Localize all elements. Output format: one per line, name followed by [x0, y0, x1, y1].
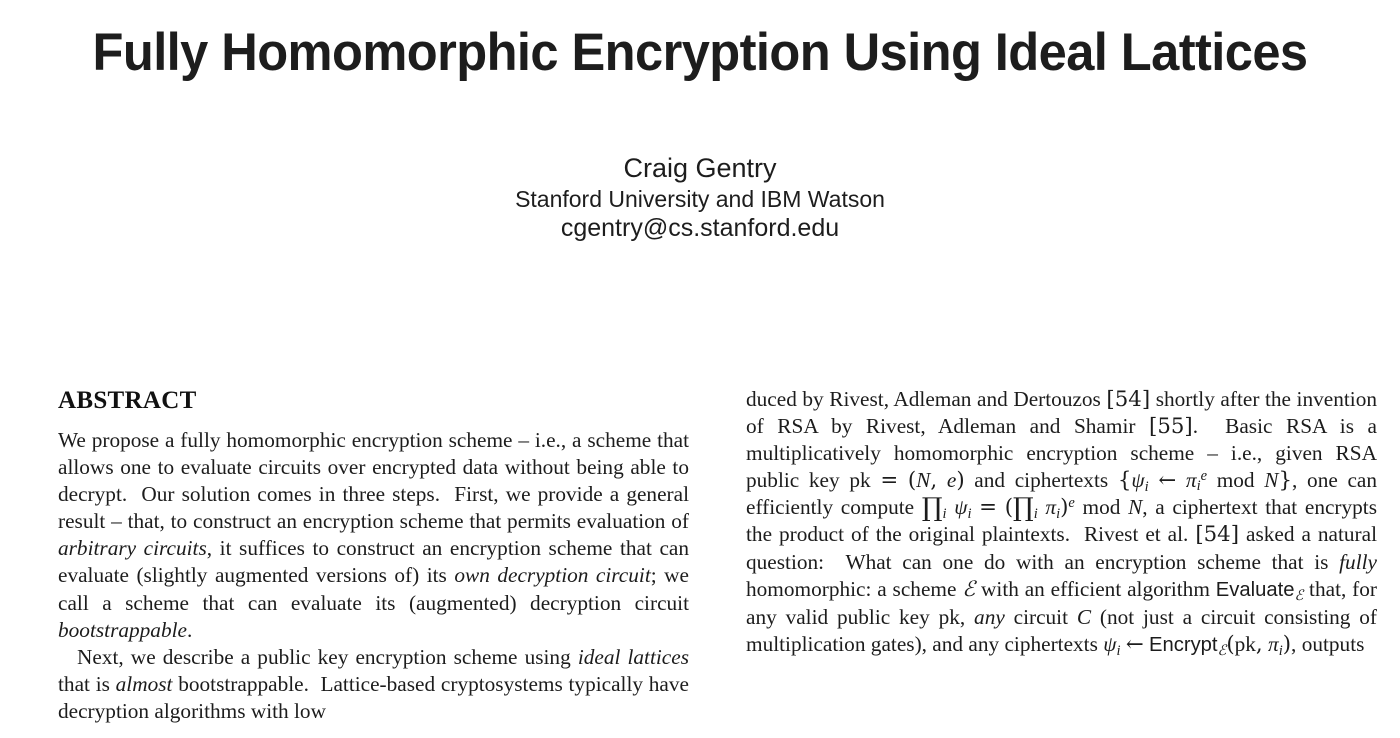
author-affiliation: Stanford University and IBM Watson — [515, 186, 885, 212]
em-own-decryption-circuit: own decryption circuit — [454, 563, 651, 588]
body-columns — [0, 386, 1400, 738]
em-arbitrary-circuits: arbitrary circuits — [58, 536, 207, 561]
page-title: Fully Homomorphic Encryption Using Ideal Lattices — [92, 23, 1308, 82]
title-block — [0, 22, 1400, 84]
em-ideal-lattices: ideal lattices — [577, 644, 689, 669]
em-any: any — [974, 604, 1005, 629]
algorithm-evaluate: Evaluate — [1215, 578, 1295, 601]
abstract-p2-text: Next, we describe a public key encryption scheme using ideal lattices that is almost bootstrappable. Lattice-based cryptosystems typically have decryption algorithms with low — [58, 644, 689, 723]
abstract-heading: ABSTRACT — [58, 387, 197, 414]
abstract-p1-text: We propose a fully homomorphic encryption scheme – i.e., a scheme that allows one to evaluate circuits over encrypted data without being able to decrypt. Our solution comes in three steps. First, we provide a general result – that, to construct an encryption scheme that permits evaluation of arbitrary circuits, it suffices to construct an encryption scheme that can evaluate (slightly augmented versions of) its own decryption circuit; we call a scheme that can evaluate its (augmented) decryption circuit bootstrappable. — [58, 428, 689, 642]
intro-paragraph-continued — [746, 386, 1377, 659]
right-column — [746, 386, 1377, 738]
author-name: Craig Gentry — [623, 153, 777, 183]
abstract-paragraph-2 — [58, 644, 689, 725]
em-almost: almost — [115, 671, 173, 696]
citation-54a: [54] — [1106, 387, 1151, 412]
em-bootstrappable: bootstrappable — [58, 617, 187, 642]
intro-text: duced by Rivest, Adleman and Dertouzos [54] shortly after the invention of RSA by Rivest, Adleman and Shamir [55]. Basic RSA is a multiplicatively homomorphic encryption scheme – i.e., given RSA public key pk = (N, e) and ciphertexts {$\psi_i$ ← $\pi_i^e$ mod N}, one can efficiently compute $\prod_i$ $\psi_i$ = ($\prod_i$ $\pi_i)^e$ mod N, a ciphertext that encrypts the product of the original plaintexts. Rivest et al. [54] asked a natural question: What can one do with an encryption scheme that is fully homomorphic: a scheme ℰ with an efficient algorithm Evaluate$_ℰ$ that, for any valid public key pk, any circuit C (not just a circuit consisting of multiplication gates), and any ciphertexts $\psi_i$ ← Encrypt$_ℰ$(pk, $\pi_i$), outputs — [746, 387, 1377, 659]
citation-55: [55] — [1149, 414, 1193, 440]
author-email: cgentry@cs.stanford.edu — [560, 214, 840, 242]
left-column — [58, 386, 689, 738]
algorithm-encrypt: Encrypt — [1149, 633, 1218, 656]
author-block — [0, 152, 1400, 244]
em-fully: fully — [1339, 549, 1377, 574]
math-script-e: ℰ — [962, 576, 976, 602]
citation-54b: [54] — [1195, 522, 1240, 548]
abstract-paragraph-1 — [58, 427, 689, 644]
